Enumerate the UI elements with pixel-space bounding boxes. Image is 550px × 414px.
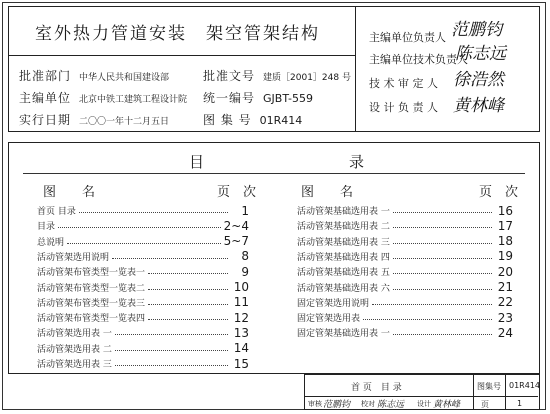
atlas-no-value: 01R414: [259, 114, 303, 127]
toc-entry-page: 8: [241, 249, 249, 264]
signature-mark: 徐浩然: [453, 70, 504, 90]
toc-entry-title: 活动管架选用表 三: [37, 360, 112, 370]
dot-leader: [393, 328, 492, 335]
toc-entry: [37, 218, 249, 233]
toc-entry-title: 活动管架基础选用表 一: [297, 207, 390, 217]
toc-entry-title: 固定管架选用表: [297, 314, 361, 325]
toc-entry-title: 活动管架基础选用表 六: [297, 283, 390, 294]
dot-leader: [393, 237, 492, 244]
toc-entry-title: 活动管架基础选用表 三: [297, 237, 390, 248]
toc-entry-title: 活动管架基础选用表 二: [297, 222, 390, 233]
dot-leader: [393, 252, 492, 259]
toc-entry: [37, 325, 249, 340]
toc-entry-page: 9: [241, 264, 249, 279]
title-block-divider: [473, 375, 474, 409]
toc-entry-page: 12: [233, 310, 249, 325]
check-signature: 陈志远: [377, 400, 405, 410]
toc-entry: [37, 310, 249, 325]
chief-unit-label: 主编单位: [19, 91, 72, 105]
check-label: 校对: [361, 400, 375, 408]
dot-leader: [393, 206, 492, 213]
impl-date-label: 实行日期: [19, 113, 72, 127]
dot-leader: [372, 298, 492, 305]
serial-label: 统一编号: [203, 91, 256, 105]
toc-entry-page: 21: [497, 280, 513, 294]
header-vertical-divider: [355, 7, 356, 131]
contents-block: [8, 142, 540, 374]
atlas-number: [203, 111, 302, 128]
tb-page-value: 1: [517, 399, 523, 408]
toc-entry: [37, 280, 249, 295]
dot-leader: [58, 221, 221, 228]
approve-doc-label: 批准文号: [203, 69, 256, 83]
signature-mark: 范鹏钧: [451, 20, 502, 40]
toc-entry-page: 2~4: [223, 218, 249, 233]
signatory-role: 设 计 负 责 人: [369, 101, 438, 114]
toc-entry: [297, 280, 513, 295]
approve-dept: [19, 67, 169, 84]
approve-dept-value: 中华人民共和国建设部: [79, 73, 170, 83]
toc-entry-title: 活动管架选用表 一: [37, 329, 112, 340]
approve-dept-label: 批准部门: [19, 69, 72, 83]
toc-entry-title: 活动管架布管类型一览表二: [37, 283, 146, 294]
toc-entry-title: 固定管架选用说明: [297, 298, 370, 309]
toc-title-right: 录: [349, 153, 365, 171]
toc-entry-page: 20: [497, 264, 513, 279]
toc-entry-page: 10: [233, 280, 249, 294]
toc-entry: [297, 325, 513, 340]
header-block: [8, 6, 540, 132]
tb-atlas-value: 01R414: [509, 381, 541, 390]
toc-entry: [37, 264, 249, 279]
toc-entry-page: 18: [497, 234, 513, 249]
toc-entry: [37, 249, 249, 264]
toc-entry-page: 16: [497, 203, 513, 218]
atlas-no-label: 图 集 号: [203, 113, 252, 127]
tb-page-label: 页: [481, 400, 489, 409]
toc-entry: [37, 203, 249, 218]
review-label: 审核: [308, 400, 322, 408]
signatory-role: 技 术 审 定 人: [369, 77, 438, 90]
col-title-header: 图 名: [43, 185, 96, 200]
toc-entry: [297, 203, 513, 218]
dot-leader: [112, 252, 228, 259]
toc-entry: [297, 218, 513, 233]
chief-unit-value: 北京中铁工建筑工程设计院: [79, 95, 188, 105]
toc-entry-page: 5~7: [223, 234, 249, 249]
toc-entry-title: 固定管架基础选用表 一: [297, 329, 390, 340]
chief-unit: [19, 89, 187, 106]
signature-mark: 陈志远: [455, 44, 506, 64]
dot-leader: [363, 313, 492, 320]
signatory-role: 主编单位技术负责人: [369, 53, 468, 66]
serial-value: GJBT-559: [263, 92, 314, 105]
signatory-role: 主编单位负责人: [369, 31, 446, 44]
review-signature: 范鹏钧: [323, 400, 351, 410]
toc-entry-page: 13: [233, 325, 249, 340]
toc-entry: [297, 310, 513, 325]
toc-entry-page: 1: [241, 203, 249, 218]
dot-leader: [148, 313, 228, 320]
dot-leader: [148, 267, 228, 274]
title-block: [304, 374, 540, 410]
toc-entry-title: 活动管架选用表 二: [37, 344, 112, 355]
toc-entry-page: 24: [497, 325, 513, 340]
toc-entry-title: 活动管架基础选用表 五: [297, 268, 390, 279]
impl-date: [19, 111, 169, 128]
toc-entry-title: 活动管架选用说明: [37, 252, 110, 263]
toc-entry-title: 活动管架布管类型一览表一: [37, 268, 146, 279]
approve-doc-value: 建质［2001］248 号: [263, 73, 351, 83]
toc-entry: [37, 356, 249, 371]
col-page-header: 页 次: [217, 185, 257, 200]
dot-leader: [148, 298, 228, 305]
toc-entry-title: 活动管架布管类型一览表三: [37, 298, 146, 309]
toc-entry-page: 11: [233, 295, 249, 310]
toc-entry-title: 活动管架基础选用表 四: [297, 252, 390, 263]
toc-entry: [297, 234, 513, 249]
atlas-title: 室外热力管道安装 架空管架结构: [35, 24, 320, 44]
col-title-header: 图 名: [301, 185, 354, 200]
dot-leader: [393, 221, 492, 228]
toc-title-left: 目: [189, 153, 205, 171]
toc-entry: [37, 234, 249, 249]
design-signature: 黄林峰: [433, 400, 461, 410]
toc-entry: [37, 341, 249, 356]
toc-entry: [297, 249, 513, 264]
toc-entry-page: 15: [233, 356, 249, 371]
dot-leader: [67, 237, 221, 244]
approve-doc: [203, 67, 351, 84]
impl-date-value: 二〇〇一年十二月五日: [79, 117, 170, 127]
design-label: 设计: [417, 400, 431, 408]
toc-entry-page: 23: [497, 310, 513, 325]
dot-leader: [115, 328, 228, 335]
signature-mark: 黄林峰: [453, 96, 504, 116]
toc-entry-page: 19: [497, 249, 513, 264]
toc-entry: [37, 295, 249, 310]
dot-leader: [79, 206, 228, 213]
toc-entry-page: 17: [497, 218, 513, 233]
title-block-divider: [505, 375, 506, 409]
toc-entry-title: 目录: [37, 222, 56, 233]
toc-entry: [297, 264, 513, 279]
toc-entry: [297, 295, 513, 310]
dot-leader: [115, 344, 228, 351]
dot-leader: [148, 283, 228, 290]
dot-leader: [393, 267, 492, 274]
col-page-header: 页 次: [479, 185, 519, 200]
tb-atlas-label: 图集号: [477, 382, 501, 391]
header-divider: [9, 55, 355, 56]
toc-divider: [23, 173, 525, 174]
toc-entry-page: 22: [497, 295, 513, 310]
serial-number: [203, 89, 313, 106]
sheet-name: 首 页 目 录: [351, 383, 402, 393]
toc-entry-page: 14: [233, 341, 249, 356]
toc-entry-title: 总说明: [37, 237, 65, 248]
dot-leader: [115, 359, 228, 366]
toc-entry-title: 活动管架布管类型一览表四: [37, 314, 146, 325]
dot-leader: [393, 283, 492, 290]
toc-entry-title: 首页 目录: [37, 207, 76, 217]
